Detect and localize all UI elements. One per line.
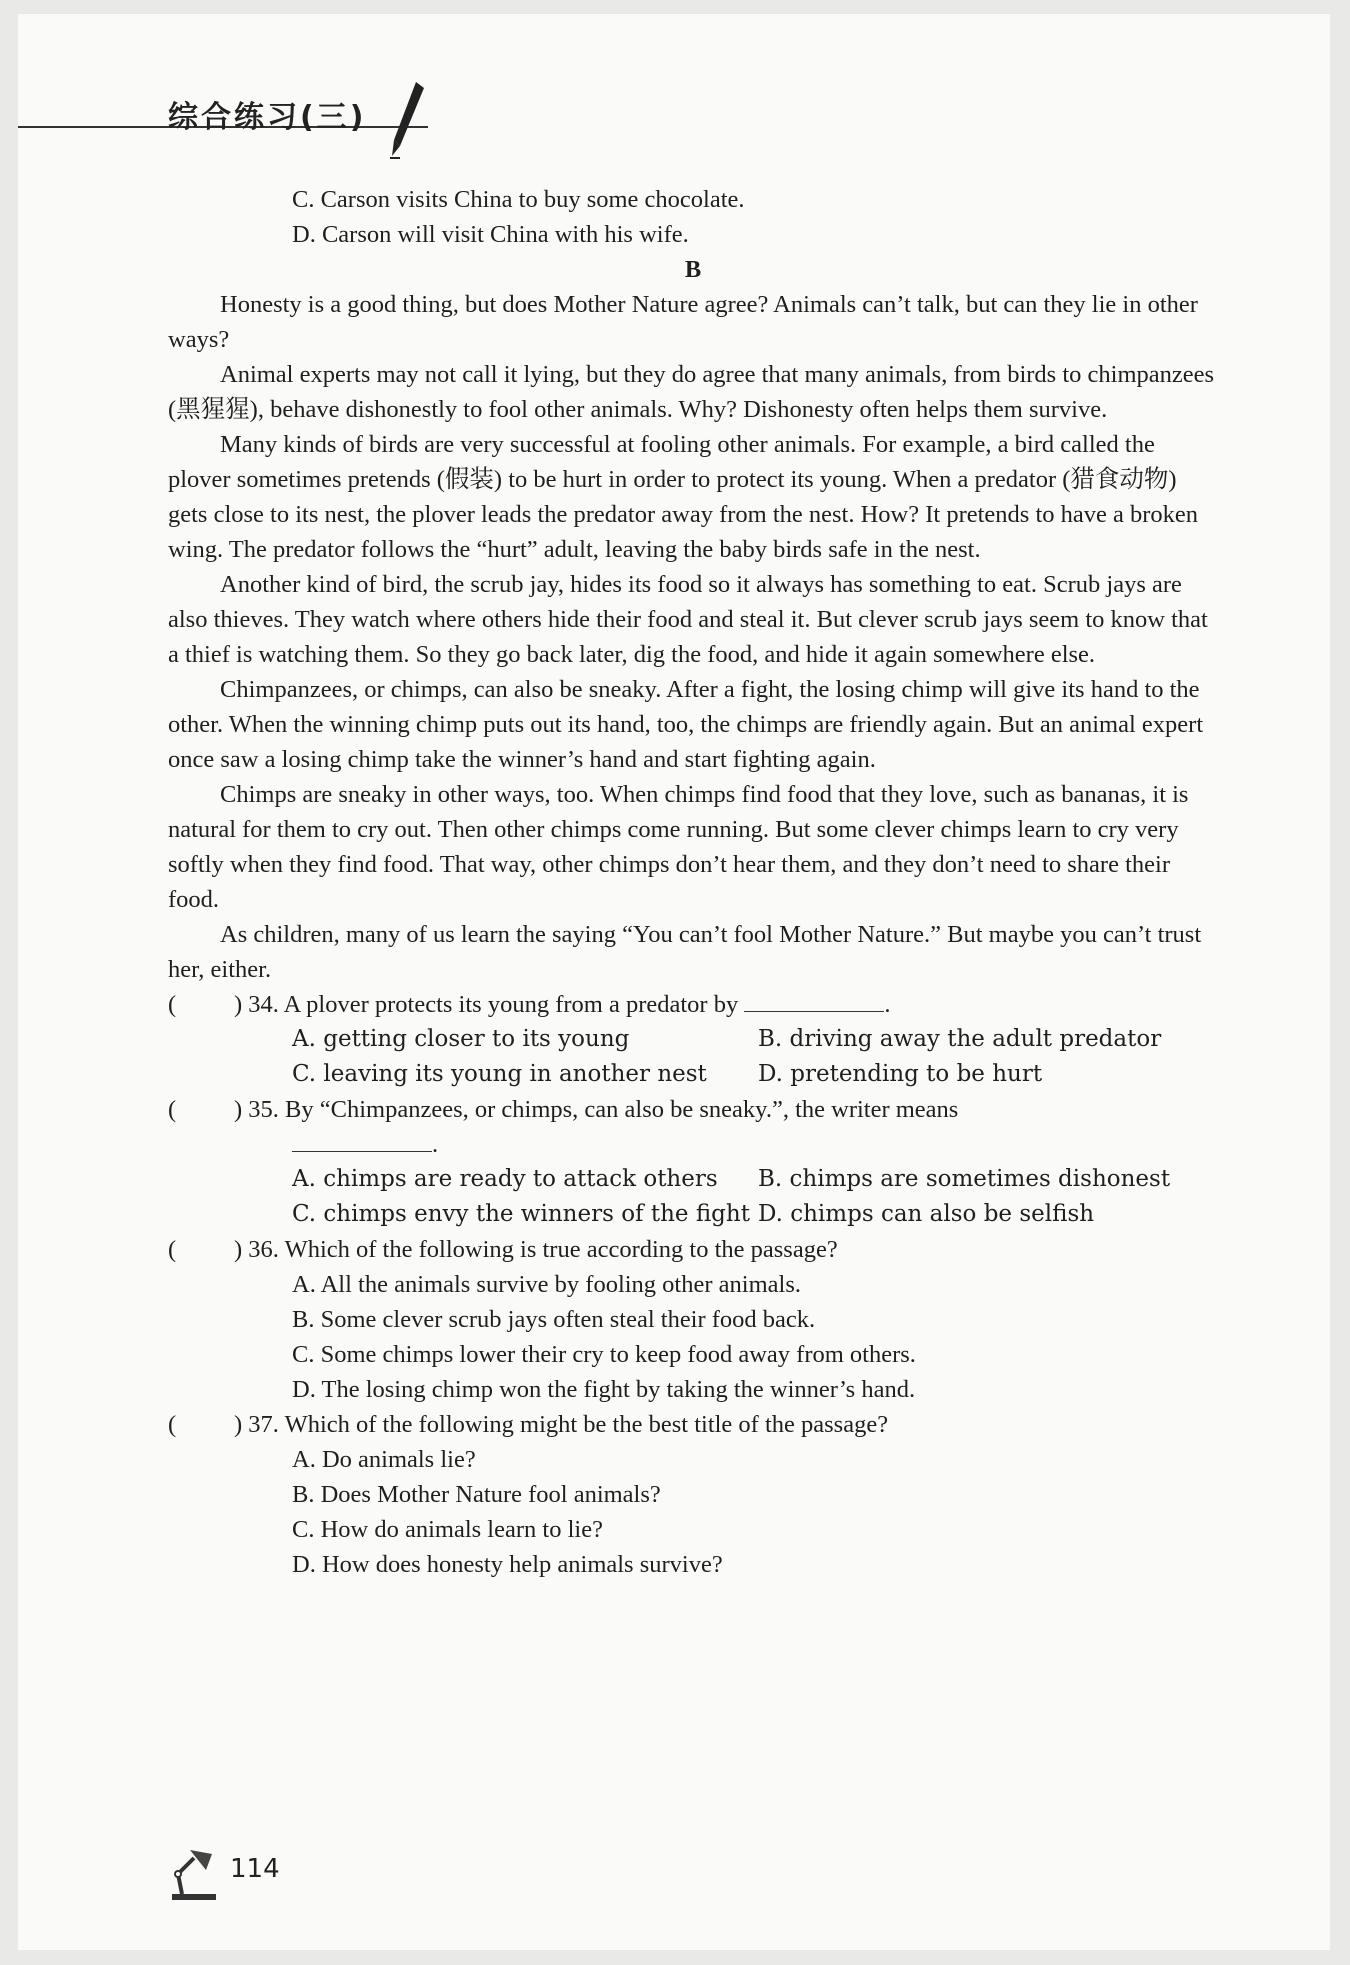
option-c: C. How do animals learn to lie?: [292, 1516, 603, 1543]
question-stem: ) 34. A plover protects its young from a predator by: [234, 991, 739, 1018]
paragraph: Many kinds of birds are very successful at fooling other animals. For example, a bird called the plover sometimes pretends (假装) to be hurt in order to protect its young. When a predator (猎食动物) gets close to its nest, the plover leads the predator away from the nest. How? It pretends to have a broken wing. The predator follows the “hurt” adult, leaving the baby birds safe in the nest.: [168, 431, 1199, 563]
answer-blank[interactable]: [292, 1127, 432, 1152]
answer-bracket[interactable]: (: [168, 1236, 177, 1263]
option-line: D. Carson will visit China with his wife.: [292, 221, 689, 248]
answer-bracket[interactable]: (: [168, 1411, 177, 1438]
options-36: [168, 1267, 1218, 1407]
option-b: B. chimps are sometimes dishonest: [758, 1166, 1171, 1192]
paragraph: Honesty is a good thing, but does Mother Nature agree? Animals can’t talk, but can they lie in other ways?: [168, 291, 1198, 353]
question-stem: ) 37. Which of the following might be the best title of the passage?: [234, 1411, 889, 1438]
section-label: B: [684, 256, 702, 283]
options-34: [168, 1022, 1218, 1092]
paragraph: Animal experts may not call it lying, but they do agree that many animals, from birds to chimpanzees (黑猩猩), behave dishonestly to fool other animals. Why? Dishonesty often helps them survive.: [168, 361, 1215, 423]
paragraph: As children, many of us learn the saying “You can’t fool Mother Nature.” But maybe you can’t trust her, either.: [168, 921, 1202, 983]
option-a: A. Do animals lie?: [292, 1446, 476, 1473]
options-35: [168, 1162, 1218, 1232]
paragraph: Another kind of bird, the scrub jay, hides its food so it always has something to eat. Scrub jays are also thieves. They watch where others hide their food and steal it. But clever scrub jays seem to know that a thief is watching them. So they go back later, dig the food, and hide it again somewhere else.: [168, 571, 1208, 668]
page-number: 114: [230, 1854, 280, 1884]
paragraph: Chimpanzees, or chimps, can also be sneaky. After a fight, the losing chimp will give its hand to the other. When the winning chimp puts out its hand, too, the chimps are friendly again. But an animal expert once saw a losing chimp take the winner’s hand and start fighting again.: [168, 676, 1204, 773]
question-37: [168, 1407, 1218, 1442]
answer-bracket[interactable]: (: [168, 991, 177, 1018]
option-d: D. chimps can also be selfish: [758, 1201, 1095, 1227]
answer-bracket[interactable]: (: [168, 1096, 177, 1123]
question-end: .: [884, 991, 891, 1018]
desk-lamp-icon: [168, 1844, 228, 1909]
option-a: A. chimps are ready to attack others: [292, 1166, 718, 1192]
option-b: B. Does Mother Nature fool animals?: [292, 1481, 661, 1508]
question-stem: ) 35. By “Chimpanzees, or chimps, can also be sneaky.”, the writer means: [234, 1096, 959, 1123]
option-a: A. getting closer to its young: [292, 1026, 630, 1052]
answer-blank[interactable]: [744, 987, 884, 1012]
option-line: C. Carson visits China to buy some chocolate.: [292, 186, 745, 213]
option-d: D. pretending to be hurt: [758, 1061, 1043, 1087]
option-c: C. chimps envy the winners of the fight: [292, 1201, 750, 1227]
pen-icon: [386, 80, 426, 165]
workbook-page: [18, 14, 1330, 1950]
paragraph: Chimps are sneaky in other ways, too. When chimps find food that they love, such as bananas, it is natural for them to cry out. Then other chimps come running. But some clever chimps learn to cry very softly when they find food. That way, other chimps don’t hear them, and they don’t need to share their food.: [168, 781, 1189, 913]
option-b: B. driving away the adult predator: [758, 1026, 1162, 1052]
options-37: [168, 1442, 1218, 1582]
page-content: [168, 182, 1218, 1582]
question-34: [168, 987, 1218, 1022]
answer-blank-line: [168, 1127, 1218, 1162]
option-c: C. Some chimps lower their cry to keep food away from others.: [292, 1341, 916, 1368]
question-35: [168, 1092, 1218, 1127]
page-title: 综合练习(三): [168, 100, 367, 135]
option-c: C. leaving its young in another nest: [292, 1061, 707, 1087]
question-end: .: [432, 1131, 439, 1158]
option-b: B. Some clever scrub jays often steal their food back.: [292, 1306, 816, 1333]
question-stem: ) 36. Which of the following is true according to the passage?: [234, 1236, 838, 1263]
option-d: D. How does honesty help animals survive?: [292, 1551, 723, 1578]
option-a: A. All the animals survive by fooling other animals.: [292, 1271, 801, 1298]
option-d: D. The losing chimp won the fight by taking the winner’s hand.: [292, 1376, 916, 1403]
question-36: [168, 1232, 1218, 1267]
